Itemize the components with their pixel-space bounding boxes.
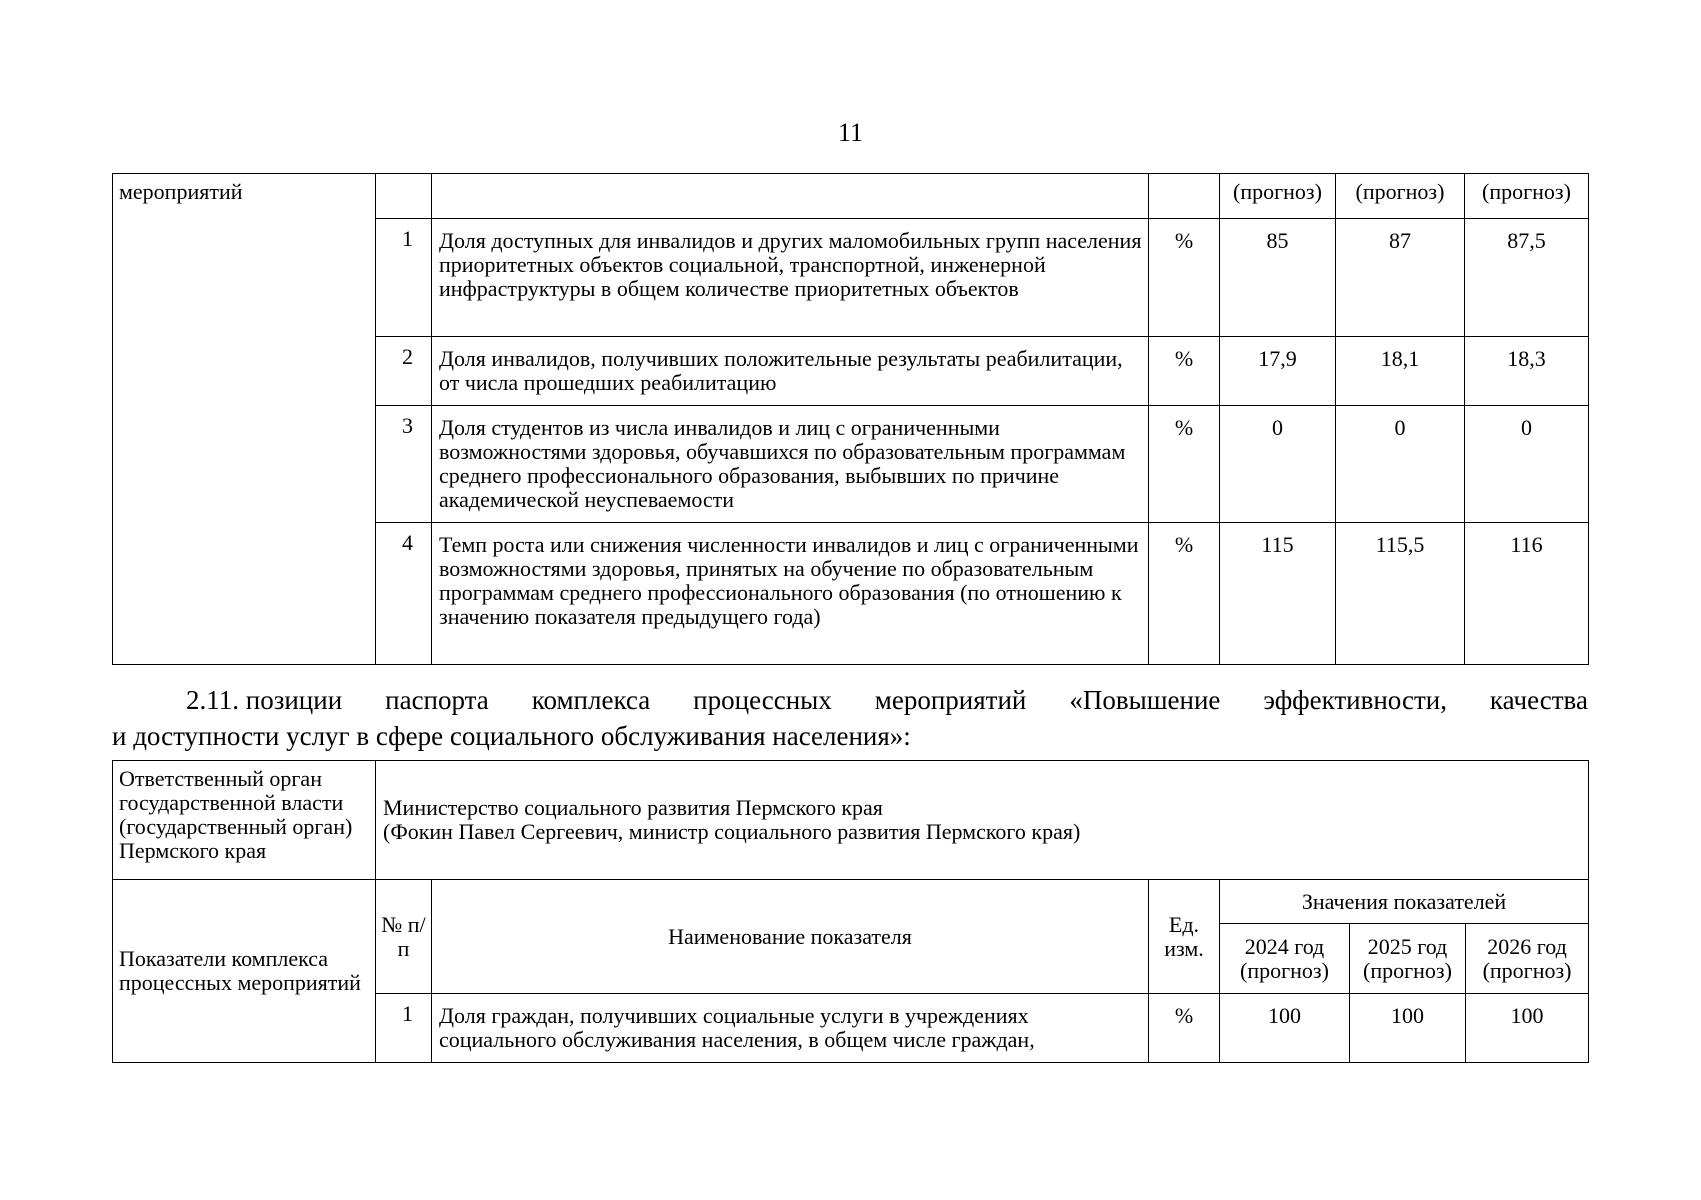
responsible-label: Ответственный орган государственной власти (государственный орган) Пермского края [113, 761, 376, 880]
paragraph-word: комплекса [531, 685, 651, 715]
amendment-paragraph [112, 682, 1588, 754]
paragraph-word: процессных [693, 685, 832, 715]
value-2025: 87 [1336, 219, 1465, 337]
row-number: 2 [376, 337, 432, 406]
year-header: 2025 год (прогноз) [1350, 924, 1466, 994]
value-2025: 100 [1350, 994, 1466, 1063]
value-2026: 0 [1465, 406, 1589, 523]
paragraph-word: «Повышение [1069, 685, 1221, 715]
paragraph-word: паспорта [385, 685, 489, 715]
indicator-name: Темп роста или снижения численности инвалидов и лиц с ограниченными возможностями здоровья, принятых на обучение по образовательным программам среднего профессионального образования (по отношению к значению показателя предыдущего года) [432, 523, 1149, 665]
indicator-name: Доля студентов из числа инвалидов и лиц с ограниченными возможностями здоровья, обучавшихся по образовательным программам среднего профессионального образования, выбывших по причине академической неуспеваемости [432, 406, 1149, 523]
year-header: 2024 год (прогноз) [1220, 924, 1350, 994]
name-header: Наименование показателя [432, 880, 1149, 994]
unit: % [1149, 337, 1220, 406]
num-header: № п/п [376, 880, 432, 994]
value-2025: 18,1 [1336, 337, 1465, 406]
responsible-value [376, 761, 1589, 880]
value-2024: 85 [1220, 219, 1336, 337]
paragraph-word: качества [1489, 685, 1588, 715]
row-number: 4 [376, 523, 432, 665]
value-2025: 0 [1336, 406, 1465, 523]
indicators-label: Показатели комплекса процессных мероприятий [113, 880, 376, 1063]
minister-name: (Фокин Павел Сергеевич, министр социального развития Пермского края) [383, 819, 1081, 844]
value-2024: 115 [1220, 523, 1336, 665]
paragraph-word: мероприятий [874, 685, 1027, 715]
value-2024: 0 [1220, 406, 1336, 523]
year-header: 2026 год (прогноз) [1466, 924, 1589, 994]
value-2026: 100 [1466, 994, 1589, 1063]
unit: % [1149, 523, 1220, 665]
value-2024: 17,9 [1220, 337, 1336, 406]
unit: % [1149, 406, 1220, 523]
indicator-name: Доля граждан, получивших социальные услуги в учреждениях социального обслуживания населения, в общем числе граждан, [432, 994, 1149, 1063]
forecast-header: (прогноз) [1465, 174, 1589, 219]
unit-header: Ед. изм. [1149, 880, 1220, 994]
unit: % [1149, 219, 1220, 337]
indicator-name: Доля доступных для инвалидов и других маломобильных групп населения приоритетных объектов социальной, транспортной, инженерной инфраструктуры в общем количестве приоритетных объектов [432, 219, 1149, 337]
value-2024: 100 [1220, 994, 1350, 1063]
values-header: Значения показателей [1220, 880, 1589, 924]
indicator-name: Доля инвалидов, получивших положительные результаты реабилитации, от числа прошедших реабилитацию [432, 337, 1149, 406]
forecast-header: (прогноз) [1336, 174, 1465, 219]
page-number: 11 [837, 118, 864, 147]
forecast-header: (прогноз) [1220, 174, 1336, 219]
row-number: 1 [376, 219, 432, 337]
paragraph-word: эффективности, [1263, 685, 1447, 715]
indicators-table-continued [112, 173, 1589, 665]
passport-table [112, 760, 1589, 1063]
ministry-name: Министерство социального развития Пермского края [383, 795, 883, 820]
value-2026: 18,3 [1465, 337, 1589, 406]
paragraph-line: и доступности услуг в сфере социального обслуживания населения»: [112, 721, 911, 751]
paragraph-word: 2.11. позиции [186, 685, 343, 715]
value-2026: 116 [1465, 523, 1589, 665]
value-2025: 115,5 [1336, 523, 1465, 665]
section-label: мероприятий [113, 174, 376, 665]
row-number: 1 [376, 994, 432, 1063]
value-2026: 87,5 [1465, 219, 1589, 337]
unit: % [1149, 994, 1220, 1063]
row-number: 3 [376, 406, 432, 523]
